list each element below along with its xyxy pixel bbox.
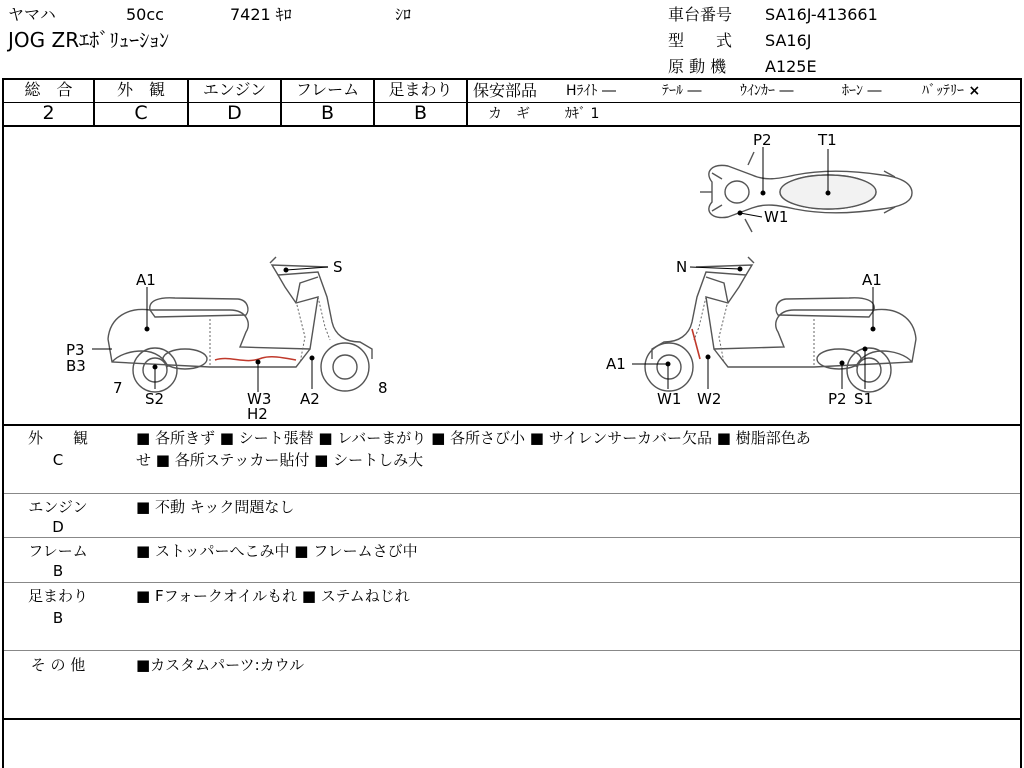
remark-text-suspension: ■ Fフォークオイルもれ ■ ステムねじれ	[136, 587, 410, 605]
grade-value-engine: D	[227, 102, 242, 124]
label-p2-right: P2	[828, 390, 847, 408]
left-callouts	[92, 267, 328, 392]
frame-no-label: 車台番号	[668, 5, 733, 24]
row-divider	[4, 493, 1020, 494]
label-s1-right: S1	[854, 390, 874, 408]
remark-label-suspension: 足まわり	[27, 587, 88, 605]
divider	[2, 424, 1022, 426]
label-a2-left: A2	[300, 390, 320, 408]
safety-item-tail: ﾃｰﾙ ―	[662, 83, 702, 99]
remark-grade-exterior: C	[52, 451, 64, 469]
label-w1-top: W1	[764, 208, 789, 226]
right-callouts	[632, 267, 875, 389]
key-value: ｶｷﾞ 1	[565, 106, 600, 122]
safety-item-headlight: Hﾗｲﾄ ―	[566, 83, 616, 99]
type-label: 型 式	[668, 31, 733, 50]
grade-label-engine: エンジン	[202, 80, 267, 99]
damage-line-left	[215, 357, 296, 361]
label-t1-top: T1	[818, 131, 837, 149]
remark-grade-frame: B	[52, 562, 64, 580]
row-divider	[4, 537, 1020, 538]
remark-text-engine: ■ 不動 キック問題なし	[136, 498, 295, 516]
scooter-right-panel-lines	[694, 297, 814, 365]
safety-label: 保安部品	[473, 81, 538, 100]
safety-item-winker: ｳｲﾝｶｰ ―	[740, 83, 794, 99]
remark-text-exterior-cont: せ ■ 各所ステッカー貼付 ■ シートしみ大	[136, 451, 424, 469]
key-label: カ ギ	[488, 106, 530, 122]
remark-label-other: そ の 他	[30, 656, 86, 674]
label-s2-left: S2	[145, 390, 165, 408]
label-w3-left: W3	[247, 390, 272, 408]
remark-label-frame: フレーム	[28, 542, 88, 560]
remark-text-other: ■カスタムパーツ:カウル	[136, 656, 305, 674]
remark-label-exterior: 外 観	[27, 429, 88, 447]
displacement: 50cc	[126, 5, 164, 24]
grade-value-suspension: B	[413, 102, 428, 124]
bottom-divider	[2, 718, 1022, 720]
label-p3-left: P3	[66, 341, 85, 359]
grade-label-exterior: 外 観	[116, 80, 165, 99]
safety-divider	[467, 102, 1020, 103]
engine-label: 原 動 機	[668, 57, 727, 76]
label-8-left: 8	[378, 379, 388, 397]
grade-label-overall: 総 合	[24, 80, 73, 99]
frame-no: SA16J-413661	[765, 5, 878, 24]
row-divider	[4, 582, 1020, 583]
remark-label-engine: エンジン	[28, 498, 88, 516]
label-s-left: S	[333, 258, 343, 276]
row-divider	[4, 650, 1020, 651]
grade-value-exterior: C	[134, 102, 148, 124]
maker: ヤマハ	[8, 5, 56, 24]
grade-label-frame: フレーム	[295, 80, 360, 99]
safety-item-horn: ﾎｰﾝ ―	[842, 83, 882, 99]
remark-grade-engine: D	[52, 518, 64, 536]
label-a1-right-front: A1	[606, 355, 626, 373]
label-b3-left: B3	[66, 357, 86, 375]
label-n-right: N	[676, 258, 688, 276]
scooter-left-panel-lines	[210, 297, 330, 365]
grade-value-overall: 2	[42, 102, 55, 124]
type-value: SA16J	[765, 31, 812, 50]
safety-item-battery: ﾊﾞｯﾃﾘｰ ×	[922, 83, 981, 99]
remark-text-frame: ■ ストッパーへこみ中 ■ フレームさび中	[136, 542, 418, 560]
label-a1-left: A1	[136, 271, 156, 289]
label-w1-right: W1	[657, 390, 682, 408]
remark-text-exterior: ■ 各所きず ■ シート張替 ■ レバーまがり ■ 各所さび小 ■ サイレンサーカバー欠品 ■ 樹脂部色あ	[136, 429, 811, 447]
label-a1-right-rear: A1	[862, 271, 882, 289]
label-p2-top: P2	[753, 131, 772, 149]
grade-value-frame: B	[320, 102, 335, 124]
color: ｼﾛ	[395, 5, 412, 24]
remark-grade-suspension: B	[52, 609, 64, 627]
grade-label-suspension: 足まわり	[388, 80, 453, 99]
label-h2-left: H2	[247, 405, 268, 423]
label-7-left: 7	[113, 379, 123, 397]
engine-value: A125E	[765, 57, 817, 76]
model-name: JOG ZRｴﾎﾞﾘｭｰｼｮﾝ	[8, 28, 170, 52]
label-w2-right: W2	[697, 390, 722, 408]
col-divider	[466, 79, 468, 126]
mileage: 7421 ｷﾛ	[230, 5, 292, 24]
